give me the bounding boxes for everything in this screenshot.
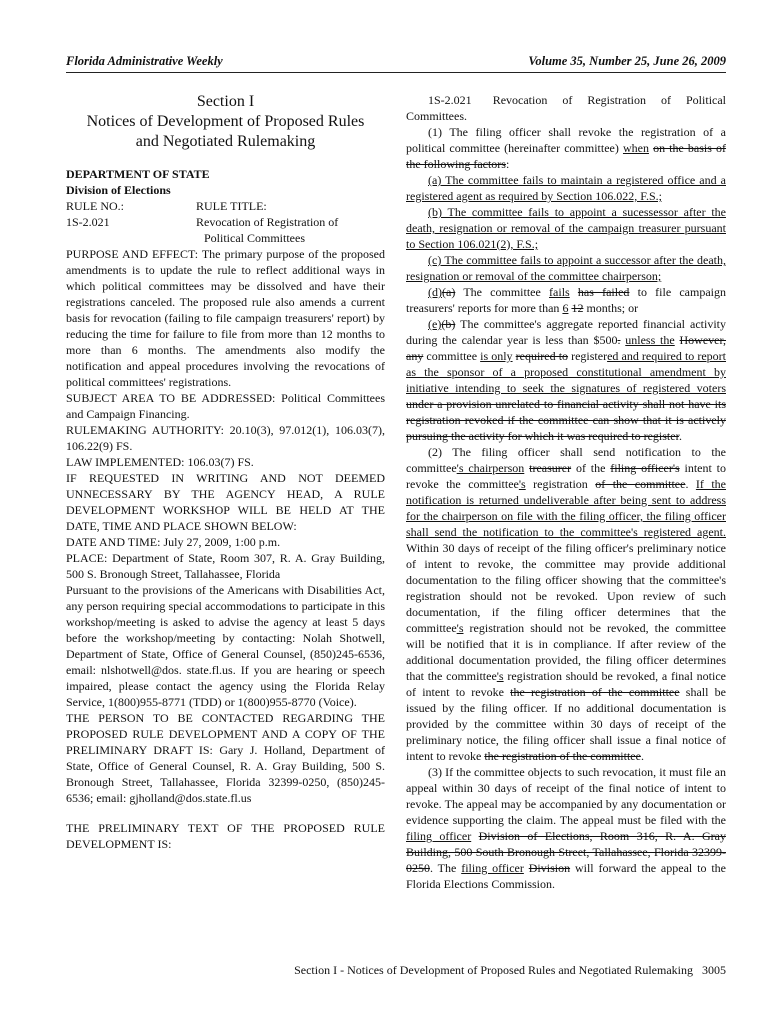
division-heading: Division of Elections xyxy=(66,183,171,197)
paragraph-2: (2) The filing officer shall send notification to the committee's chairperson treasurer of the filing officer's intent to revoke the committee's registration of the committee. If the notification is returned undeliverable after being sent to address for the chairperson on file with the filing officer, the filing officer shall send the notification to the committee's registered agent. Within 30 days of receipt of the filing officer's preliminary notice of intent to revoke, the committee may provide additional documentation to the filing officer showing that the committee's registration should not be revoked. Upon review of such documentation, if the filing officer determines that the committee's registration should not be revoked, the committee will be notified that it is in compliance. If after review of the additional documentation provided, the filing officer determines that the committee's registration should be revoked, a final notice of intent to revoke the registration of the committee shall be issued by the filing officer. If no additional documentation is provided by the committee within 30 days of receipt of the preliminary notice, the filing officer shall issue a final notice of intent to revoke the registration of the committee. xyxy=(406,445,727,763)
paragraph-1: (1) The filing officer shall revoke the registration of a political committee (hereinafter committee) when on the basis of the following factors: xyxy=(406,125,727,171)
paragraph-1b: (b) The committee fails to appoint a sucessessor after the death, resignation or removal of the campaign treasurer pursuant to Section 106.021(2), F.S.; xyxy=(406,205,726,251)
section-title-line-3: and Negotiated Rulemaking xyxy=(135,133,316,150)
running-footer xyxy=(66,963,726,978)
paragraph-3: (3) If the committee objects to such revocation, it must file an appeal within 30 days of receipt of the final notice of intent to revoke. The appeal may be accompanied by any documentation or evidence supporting the claim. The appeal must be filed with the filing officer Division of Elections, Room 316, R. A. Gray Building, 500 South Bronough Street, Tallahassee, Florida 32399-0250. The filing officer Division will forward the appeal to the Florida Elections Commission. xyxy=(406,765,727,891)
running-header xyxy=(66,54,726,69)
department-heading: DEPARTMENT OF STATE xyxy=(66,167,210,181)
preliminary-text-heading: THE PRELIMINARY TEXT OF THE PROPOSED RULE DEVELOPMENT IS: xyxy=(66,821,385,851)
paragraph-1a: (a) The committee fails to maintain a registered office and a registered agent as required by Section 106.022, F.S.; xyxy=(406,173,726,203)
paragraph-1c: (c) The committee fails to appoint a successor after the death, resignation or removal of the committee chairperson; xyxy=(406,253,726,283)
rule-no: 1S-2.021 xyxy=(66,215,110,229)
rule-title-label: RULE TITLE: xyxy=(196,199,267,213)
rule-heading xyxy=(406,92,726,124)
workshop-notice: IF REQUESTED IN WRITING AND NOT DEEMED UNNECESSARY BY THE AGENCY HEAD, A RULE DEVELOPMENT WORKSHOP WILL BE HELD AT THE DATE, TIME AND PLACE SHOWN BELOW: xyxy=(66,471,385,533)
paragraph-1e: (e)(b) The committee's aggregate reported financial activity during the calendar year is less than $500. unless the However, any committee is only required to registered and required to report as the sponsor of a proposed constitutional amendment by initiative intending to seek the signatures of registered voters under a provision unrelated to financial activity shall not have its registration revoked if the committee can show that it is actively pursuing the activity for which it was required to register. xyxy=(406,317,727,443)
law-implemented: LAW IMPLEMENTED: 106.03(7) FS. xyxy=(66,455,254,469)
publication-name: Florida Administrative Weekly xyxy=(66,54,223,68)
workshop-date: DATE AND TIME: July 27, 2009, 1:00 p.m. xyxy=(66,535,281,549)
rule-values xyxy=(66,214,385,230)
workshop-place: PLACE: Department of State, Room 307, R. A. Gray Building, 500 S. Bronough Street, Tallahassee, Florida xyxy=(66,551,385,581)
section-title xyxy=(66,92,385,152)
left-column xyxy=(66,92,385,852)
page-number: 3005 xyxy=(702,963,726,977)
rule-heading-number: 1S-2.021 xyxy=(428,93,472,107)
volume-info: Volume 35, Number 25, June 26, 2009 xyxy=(528,54,726,68)
footer-text: Section I - Notices of Development of Proposed Rules and Negotiated Rulemaking xyxy=(294,963,693,977)
rulemaking-authority: RULEMAKING AUTHORITY: 20.10(3), 97.012(1), 106.03(7), 106.22(9) FS. xyxy=(66,423,385,453)
paragraph-1d: (d)(a) The committee fails has failed to file campaign treasurers' reports for more than 6 12 months; or xyxy=(406,285,726,315)
rule-heading-title: Revocation of Registration of Political Committees. xyxy=(406,93,727,123)
rule-no-label: RULE NO.: xyxy=(66,199,124,213)
subject-area: SUBJECT AREA TO BE ADDRESSED: Political Committees and Campaign Financing. xyxy=(66,391,385,421)
section-title-line-2: Notices of Development of Proposed Rules xyxy=(86,113,365,130)
right-column xyxy=(406,92,726,892)
contact-person: THE PERSON TO BE CONTACTED REGARDING THE PROPOSED RULE DEVELOPMENT AND A COPY OF THE PRELIMINARY DRAFT IS: Gary J. Holland, Department of State, Office of General Counsel, R. A. Gray Building, 500 S. Bronough Street, Tallahassee, Florida 32399-0250, (850)245-6536; email: gjholland@dos.state.fl.us xyxy=(66,711,385,805)
header-rule xyxy=(66,72,726,73)
rule-labels xyxy=(66,198,385,214)
ada-notice: Pursuant to the provisions of the Americans with Disabilities Act, any person requiring special accommodations to participate in this workshop/meeting is asked to advise the agency at least 5 days before the workshop/meeting by contacting: Nolah Shotwell, Department of State, Office of General Counsel, (850)245-6536, email: nlshotwell@dos. state.fl.us. If you are hearing or speech impaired, please contact the agency using the Florida Relay Service, 1(800)955-8771 (TDD) or 1(800)955-8770 (Voice). xyxy=(66,583,385,709)
rule-title: Revocation of Registration of xyxy=(196,215,339,229)
section-title-line-1: Section I xyxy=(196,93,255,110)
rule-title-continued: Political Committees xyxy=(204,231,305,245)
purpose-and-effect: PURPOSE AND EFFECT: The primary purpose of the proposed amendments is to update the rule to reflect additional ways in which political committees may be dissolved and have their registrations canceled. The proposed rule also amends a current basis for revocation (failing to file campaign treasurers' report) by reducing the time for failure to file from more than 12 months to more than 6 months. The amendments also modify the notification and appeal procedures involving the revocations of political committees' registrations. xyxy=(66,247,385,389)
spacer xyxy=(66,806,385,820)
